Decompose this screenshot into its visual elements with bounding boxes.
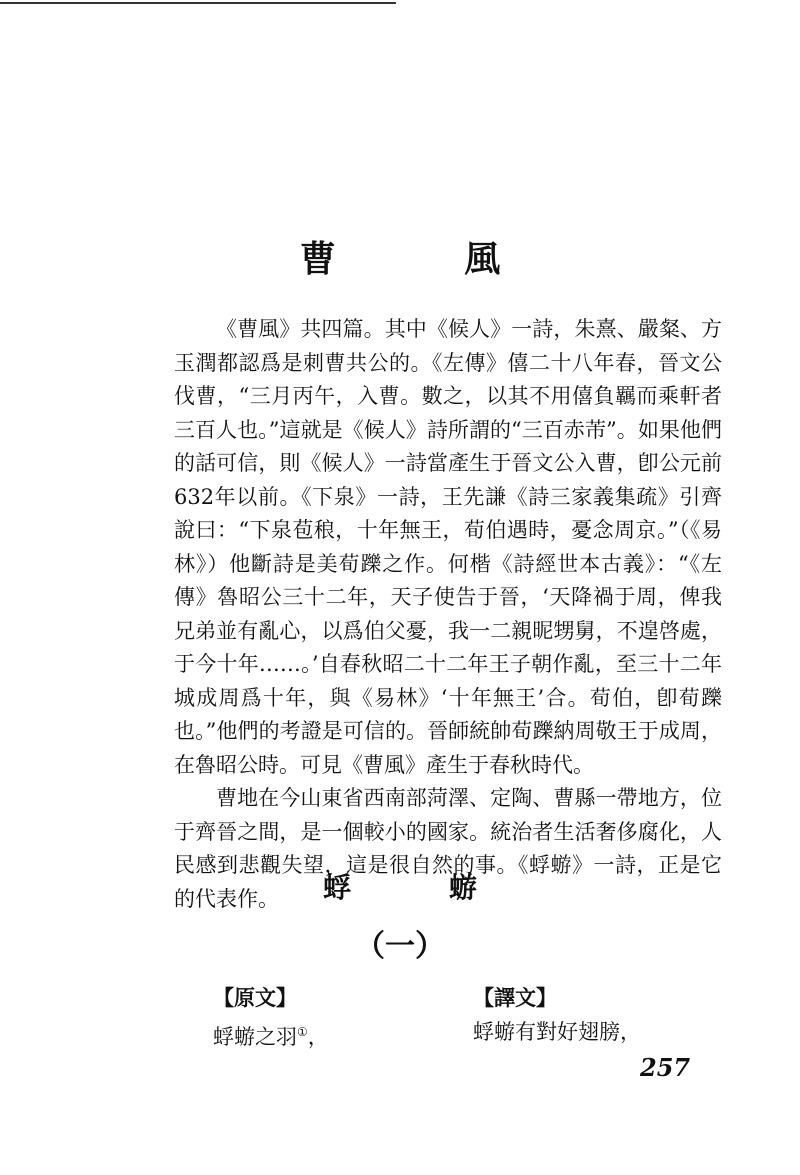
page-number: 257	[640, 1053, 691, 1082]
translation-heading: 【譯文】	[473, 986, 557, 1010]
footnote-marker: ①	[297, 1025, 308, 1039]
top-rule	[0, 2, 396, 4]
chapter-title: 曹 風	[299, 239, 559, 280]
translation-line: 蜉蝣有對好翅膀，	[473, 1020, 641, 1044]
original-line-punct: ，	[307, 1025, 329, 1049]
original-line-text: 蜉蝣之羽	[213, 1025, 297, 1049]
stanza-number: （一）	[355, 929, 445, 964]
intro-paragraph-2: 曹地在今山東省西南部菏澤、定陶、曹縣一帶地方，位于齊晉之間，是一個較小的國家。統治者生活奢侈腐化，人民感到悲觀失望，這是很自然的事。《蜉蝣》一詩，正是它的代表作。	[174, 786, 722, 911]
poem-title: 蜉 蝣	[323, 871, 521, 904]
introduction-text	[174, 313, 722, 916]
original-text-heading: 【原文】	[213, 986, 297, 1010]
original-line	[213, 1017, 329, 1052]
intro-paragraph-1: 《曹風》共四篇。其中《候人》一詩，朱熹、嚴粲、方玉潤都認爲是刺曹共公的。《左傳》僖二十八年春，晉文公伐曹，“三月丙午，入曹。數之，以其不用僖負羈而乘軒者三百人也。”這就是《候人》詩所謂的“三百赤芾”。如果他們的話可信，則《候人》一詩當產生于晉文公入曹，卽公元前632年以前。《下泉》一詩，王先謙《詩三家義集疏》引齊說曰：“下泉苞稂，十年無王，荀伯遇時，憂念周京。”（《易林》）他斷詩是美荀躒之作。何楷《詩經世本古義》：“《左傳》魯昭公三十二年，天子使告于晉，‘天降禍于周，俾我兄弟並有亂心，以爲伯父憂，我一二親昵甥舅，不遑啓處，于今十年……。’自春秋昭二十二年王子朝作亂，至三十二年城成周爲十年，與《易林》‘十年無王’合。荀伯，卽荀躒也。”他們的考證是可信的。晉師統帥荀躒納周敬王于成周，在魯昭公時。可見《曹風》產生于春秋時代。	[174, 317, 722, 777]
